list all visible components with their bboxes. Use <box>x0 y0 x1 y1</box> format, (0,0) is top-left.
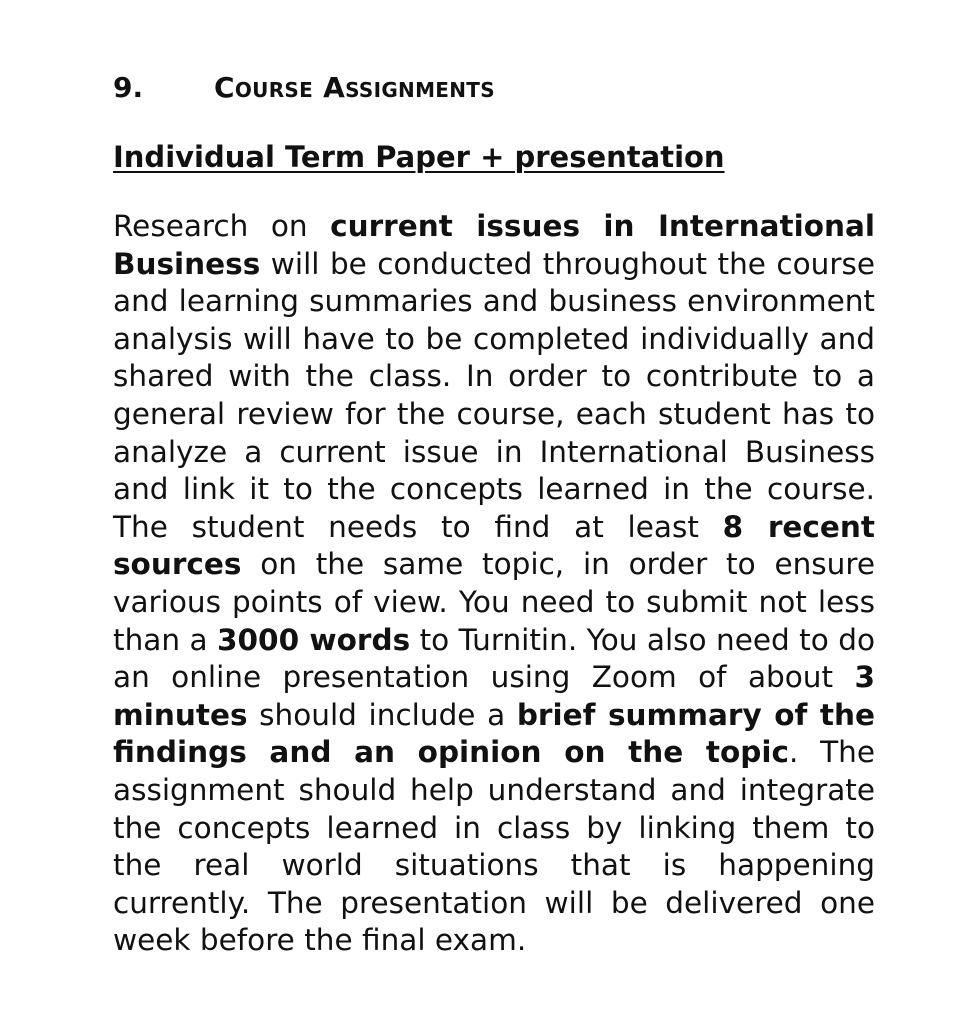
body-text-5: should include a <box>247 697 517 732</box>
body-bold-5: brief summary of the findings and an opinion on the topic <box>113 697 875 770</box>
body-text-4: to Turnitin. You also need to do an online presentation using Zoom of about <box>113 622 875 695</box>
body-bold-4: 3 minutes <box>113 660 875 732</box>
assignment-description <box>113 208 875 960</box>
section-number: 9. <box>113 71 144 104</box>
assignment-title: Individual Term Paper + presentation <box>113 140 725 174</box>
section-heading <box>113 70 495 106</box>
body-text-1: Research on <box>113 209 331 243</box>
body-bold-3: 3000 words <box>216 622 411 657</box>
body-text-6: . The assignment should help understand and integrate the concepts learned in class by linking them to the real world situations that is happening currently. The presentation will be delivered one week before the final exam. <box>113 735 875 958</box>
body-text-2: will be conducted throughout the course and learning summaries and business environment analysis will have to be completed individually and shared with the class. In order to contribute to a general review for the course, each student has to analyze a current issue in International Business and link it to the concepts learned in the course. The student needs to find at least <box>113 246 875 544</box>
section-title: Course Assignments <box>214 71 495 104</box>
body-text-3: on the same topic, in order to ensure various points of view. You need to submit not less than a <box>113 547 875 657</box>
body-bold-1: current issues in International Business <box>113 209 875 281</box>
body-bold-2: 8 recent sources <box>113 509 875 582</box>
